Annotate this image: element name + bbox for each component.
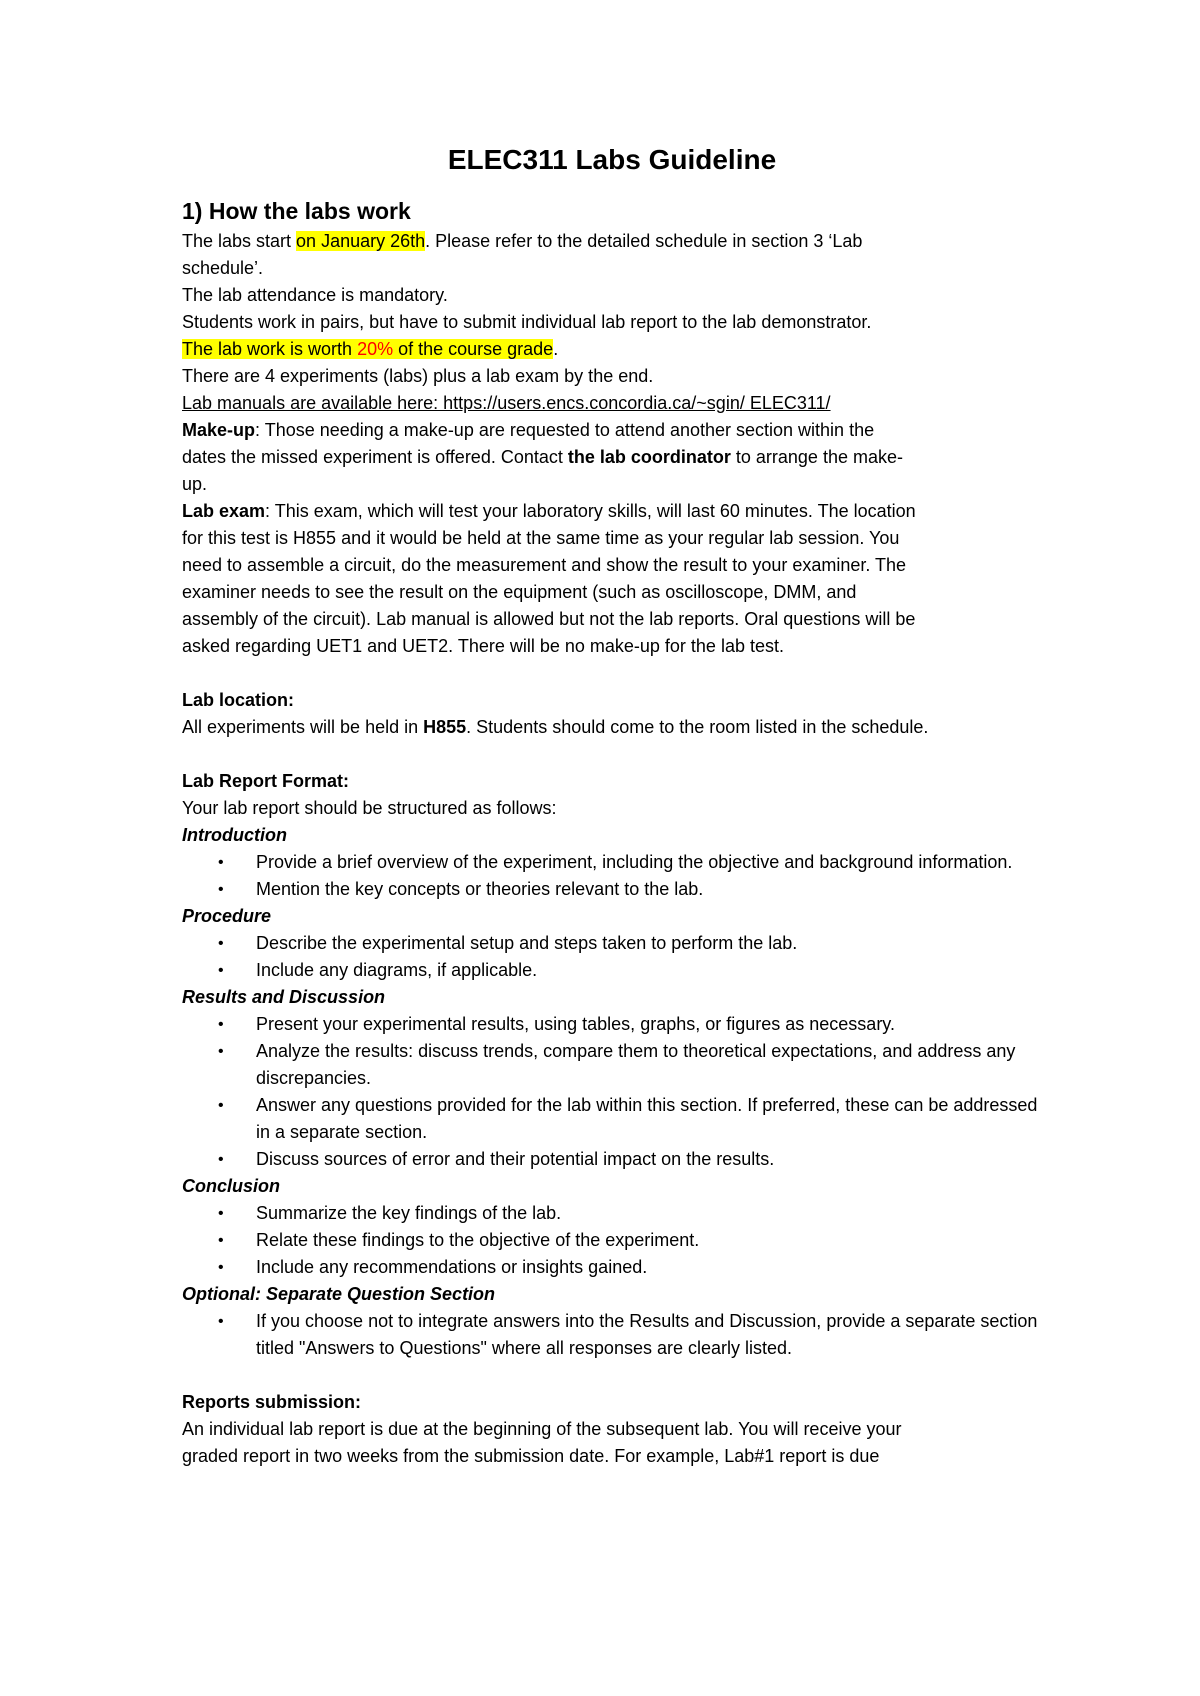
- bullet-icon: •: [218, 1313, 224, 1330]
- bullet-icon: •: [218, 1151, 224, 1168]
- exam-line-5: assembly of the circuit). Lab manual is allowed but not the lab reports. Oral questions will be: [182, 609, 916, 629]
- bullet-text: Relate these findings to the objective of the experiment.: [256, 1230, 700, 1250]
- document-page: [182, 140, 1042, 1470]
- list-item: [182, 876, 1042, 903]
- exam-label: Lab exam: [182, 501, 266, 521]
- lab-location-heading: Lab location:: [182, 690, 294, 710]
- lab-coordinator: the lab coordinator: [567, 447, 731, 467]
- bullet-text: Include any diagrams, if applicable.: [256, 960, 538, 980]
- bullet-text: Discuss sources of error and their potential impact on the results.: [256, 1149, 775, 1169]
- list-item: [182, 930, 1042, 957]
- bullet-text: Provide a brief overview of the experiment, including the objective and background information.: [256, 852, 1013, 872]
- report-format-intro: Your lab report should be structured as follows:: [182, 798, 557, 818]
- attendance-line: The lab attendance is mandatory.: [182, 285, 448, 305]
- makeup-line-2: dates the missed experiment is offered. Contact the lab coordinator to arrange the make-: [182, 447, 903, 467]
- list-item: [182, 1011, 1042, 1038]
- lab-manuals-link[interactable]: Lab manuals are available here: https://users.encs.concordia.ca/~sgin/ ELEC311/: [182, 393, 831, 413]
- submission-line-1: An individual lab report is due at the beginning of the subsequent lab. You will receive your: [182, 1419, 902, 1439]
- format-section-title: Optional: Separate Question Section: [182, 1284, 496, 1304]
- format-section-bullets: [182, 1308, 1042, 1362]
- list-item: [182, 957, 1042, 984]
- exam-line-4: examiner needs to see the result on the equipment (such as oscilloscope, DMM, and: [182, 582, 857, 602]
- exam-line-2: for this test is H855 and it would be held at the same time as your regular lab session. You: [182, 528, 900, 548]
- format-section-bullets: [182, 1200, 1042, 1281]
- makeup-label: Make-up: [182, 420, 256, 440]
- format-section-bullets: [182, 930, 1042, 984]
- bullet-icon: •: [218, 854, 224, 871]
- list-item: [182, 849, 1042, 876]
- bullet-icon: •: [218, 881, 224, 898]
- bullet-text: Describe the experimental setup and steps taken to perform the lab.: [256, 933, 798, 953]
- report-format-heading: Lab Report Format:: [182, 771, 350, 791]
- bullet-icon: •: [218, 962, 224, 979]
- lab-location-text: All experiments will be held in H855. Students should come to the room listed in the schedule.: [182, 717, 929, 737]
- exam-line-3: need to assemble a circuit, do the measurement and show the result to your examiner. The: [182, 555, 907, 575]
- bullet-icon: •: [218, 1043, 224, 1060]
- labs-start-line: The labs start on January 26th. Please refer to the detailed schedule in section 3 ‘Lab: [182, 231, 863, 251]
- lab-room: H855: [423, 717, 467, 737]
- makeup-line-1: Make-up: Those needing a make-up are requested to attend another section within the: [182, 420, 875, 440]
- section-heading-how-labs-work: 1) How the labs work: [182, 198, 411, 224]
- exam-line-6: asked regarding UET1 and UET2. There will be no make-up for the lab test.: [182, 636, 784, 656]
- bullet-text: Include any recommendations or insights gained.: [256, 1257, 648, 1277]
- format-section-title: Introduction: [182, 825, 287, 845]
- grade-percent: 20%: [357, 339, 394, 359]
- bullet-text: Present your experimental results, using tables, graphs, or figures as necessary.: [256, 1014, 895, 1034]
- grade-worth-line: The lab work is worth 20% of the course grade.: [182, 339, 559, 359]
- list-item: [182, 1227, 1042, 1254]
- list-item: [182, 1308, 1042, 1362]
- exam-line-1: Lab exam: This exam, which will test your laboratory skills, will last 60 minutes. The location: [182, 501, 916, 521]
- list-item: [182, 1200, 1042, 1227]
- list-item: [182, 1038, 1042, 1092]
- bullet-text: Analyze the results: discuss trends, compare them to theoretical expectations, and address any discrepancies.: [256, 1041, 1016, 1088]
- bullet-icon: •: [218, 1097, 224, 1114]
- format-section-title: Conclusion: [182, 1176, 280, 1196]
- bullet-icon: •: [218, 1259, 224, 1276]
- bullet-text: Answer any questions provided for the lab within this section. If preferred, these can be addressed in a separate section.: [256, 1095, 1038, 1142]
- report-format-sections: [182, 822, 1042, 1362]
- bullet-icon: •: [218, 935, 224, 952]
- format-section-title: Procedure: [182, 906, 272, 926]
- format-section-bullets: [182, 1011, 1042, 1173]
- bullet-text: If you choose not to integrate answers into the Results and Discussion, provide a separate section titled "Answers to Questions" where all responses are clearly listed.: [256, 1311, 1038, 1358]
- bullet-text: Summarize the key findings of the lab.: [256, 1203, 562, 1223]
- bullet-text: Mention the key concepts or theories relevant to the lab.: [256, 879, 704, 899]
- start-date-highlight: on January 26th: [296, 231, 426, 251]
- list-item: [182, 1092, 1042, 1146]
- submission-line-2: graded report in two weeks from the submission date. For example, Lab#1 report is due: [182, 1446, 880, 1466]
- bullet-icon: •: [218, 1205, 224, 1222]
- bullet-icon: •: [218, 1232, 224, 1249]
- experiments-line: There are 4 experiments (labs) plus a lab exam by the end.: [182, 366, 654, 386]
- list-item: [182, 1146, 1042, 1173]
- labs-start-line-2: schedule’.: [182, 258, 264, 278]
- pairs-line: Students work in pairs, but have to submit individual lab report to the lab demonstrator.: [182, 312, 872, 332]
- makeup-line-3: up.: [182, 474, 208, 494]
- list-item: [182, 1254, 1042, 1281]
- format-section-title: Results and Discussion: [182, 987, 386, 1007]
- format-section-bullets: [182, 849, 1042, 903]
- bullet-icon: •: [218, 1016, 224, 1033]
- submission-heading: Reports submission:: [182, 1392, 362, 1412]
- document-title: ELEC311 Labs Guideline: [447, 144, 777, 175]
